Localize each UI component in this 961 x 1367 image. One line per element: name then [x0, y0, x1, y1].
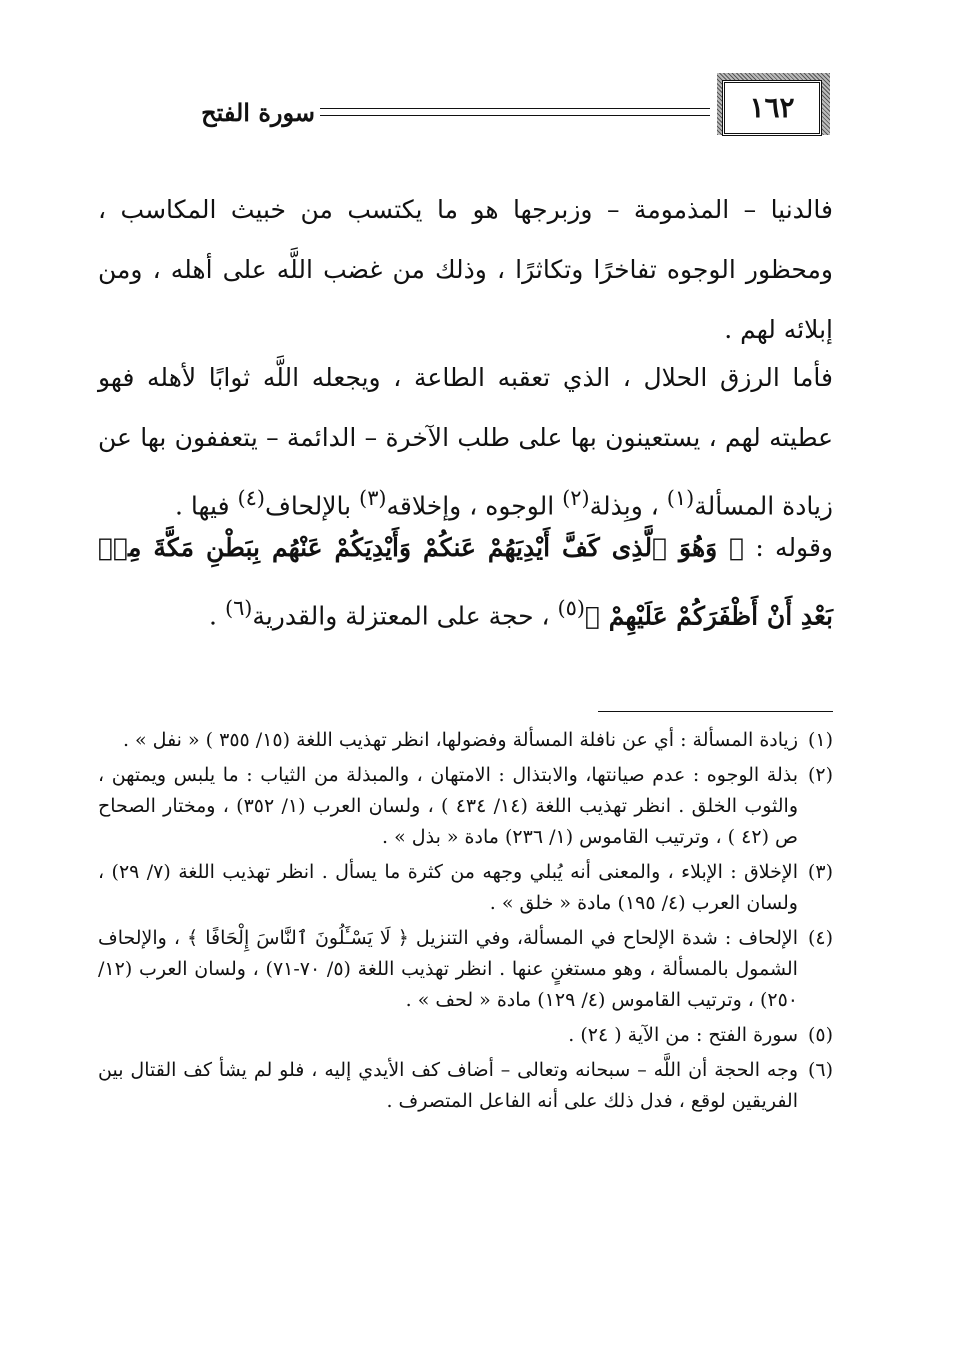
paragraph-2-text-d: بالإلحاف: [264, 491, 360, 521]
footnote-4: [98, 923, 833, 1016]
footnote-text: زيادة المسألة : أي عن نافلة المسألة وفضولها، انظر تهذيب اللغة (١٥/ ٣٥٥ ) « نفل » .: [122, 729, 798, 751]
footnote-text: وجه الحجة أن اللَّه – سبحانه وتعالى – أضاف كف الأيدي إليه ، فلو لم يشأ كف القتال بين الفريقين لوقع ، فدل ذلك على أنه الفاعل المتصرف .: [98, 1059, 798, 1112]
footnote-2: [98, 760, 833, 853]
page-number-box: [722, 80, 822, 136]
footnote-5: [98, 1020, 833, 1051]
footnote-separator: [598, 711, 833, 712]
footnote-number: (٥): [807, 1024, 833, 1046]
page-header: [95, 70, 830, 150]
footnote-text: الإخلاق : الإبلاء ، والمعنى أنه يُبلي وجهه من كثرة ما يسأل . انظر تهذيب اللغة (٧/ ٢٩) ، ولسان العرب (٤/ ١٩٥) مادة « خلق » .: [98, 861, 798, 914]
paragraph-3-text-b: ، حجة على المعتزلة والقدرية: [252, 601, 558, 631]
paragraph-3: [98, 518, 833, 646]
page-number: ١٦٢: [749, 91, 795, 124]
footnote-ref-1: (١): [666, 486, 695, 510]
footnote-6: [98, 1055, 833, 1117]
paragraph-2-text-b: ، وبِذلة: [589, 491, 667, 521]
paragraph-2-text-a: فأما الرزق الحلال ، الذي تعقبه الطاعة ، ويجعله اللَّه ثوابًا لأهله فهو عطيته لهم ، يستعينون بها على طلب الآخرة – الدائمة – يتعففون بها عن زيادة المسألة: [98, 363, 833, 521]
paragraph-2: [98, 348, 833, 536]
footnote-1: [98, 725, 833, 756]
paragraph-2-text-c: الوجوه ، وإخلاقه: [386, 491, 563, 521]
footnote-number: (٤): [807, 927, 833, 949]
paragraph-3-text-c: .: [209, 601, 225, 631]
footnote-number: (٢): [807, 764, 833, 786]
header-rule: [320, 108, 710, 116]
footnote-ref-4: (٤): [237, 486, 265, 510]
footnote-number: (١): [807, 729, 833, 751]
footnotes: [98, 725, 833, 1121]
footnote-number: (٣): [807, 861, 833, 883]
quran-verse: ﴿ وَهُوَ ٱلَّذِى كَفَّ أَيْدِيَهُمْ عَنكُمْ وَأَيْدِيَكُمْ عَنْهُم بِبَطْنِ مَكَّةَ مِنۢ بَعْدِ أَنْ أَظْفَرَكُمْ عَلَيْهِمْ ﴾: [98, 533, 833, 631]
footnote-ref-6: (٦): [224, 596, 253, 620]
footnote-ref-3: (٣): [359, 486, 387, 510]
footnote-text: بذلة الوجوه : عدم صيانتها، والابتذال : الامتهان ، والمبذلة من الثياب : ما يلبس ويمتهن ، والثوب الخلق . انظر تهذيب اللغة (١٤/ ٤٣٤ ) ، ولسان العرب (١/ ٣٥٢) ، ومختار الصحاح ص (٤٢ ) ، وترتيب القاموس (١/ ٢٣٦) مادة « بذل » .: [98, 764, 799, 848]
paragraph-3-text-a: وقوله :: [744, 533, 833, 562]
footnote-text: سورة الفتح : من الآية ( ٢٤) .: [568, 1024, 798, 1046]
paragraph-1-text: فالدنيا – المذمومة – وزبرجها هو ما يكتسب من خبيث المكاسب ، ومحظور الوجوه تفاخرًا وتكاثرًا ، وذلك من غضب اللَّه على أهله ، ومن إبلائه لهم .: [98, 195, 833, 344]
surah-title: سورة الفتح: [201, 98, 315, 127]
footnote-ref-2: (٢): [562, 486, 590, 510]
paragraph-2-text-e: فيها .: [175, 491, 238, 521]
footnote-ref-5: (٥): [557, 596, 585, 620]
footnote-text: الإلحاف : شدة الإلحاح في المسألة، وفي التنزيل ﴿ لَا يَسْـَٔلُونَ ٱلنَّاسَ إِلْحَافًا ﴾ ، والإلحاف الشمول بالمسألة ، وهو مستغنٍ عنها . انظر تهذيب اللغة (٥/ ٧٠-٧١) ، ولسان العرب (١٢/ ٢٥٠) ، وترتيب القاموس (٤/ ١٢٩) مادة « لحف » .: [98, 927, 798, 1011]
footnote-number: (٦): [807, 1059, 833, 1081]
footnote-3: [98, 857, 833, 919]
paragraph-1: [98, 180, 833, 360]
